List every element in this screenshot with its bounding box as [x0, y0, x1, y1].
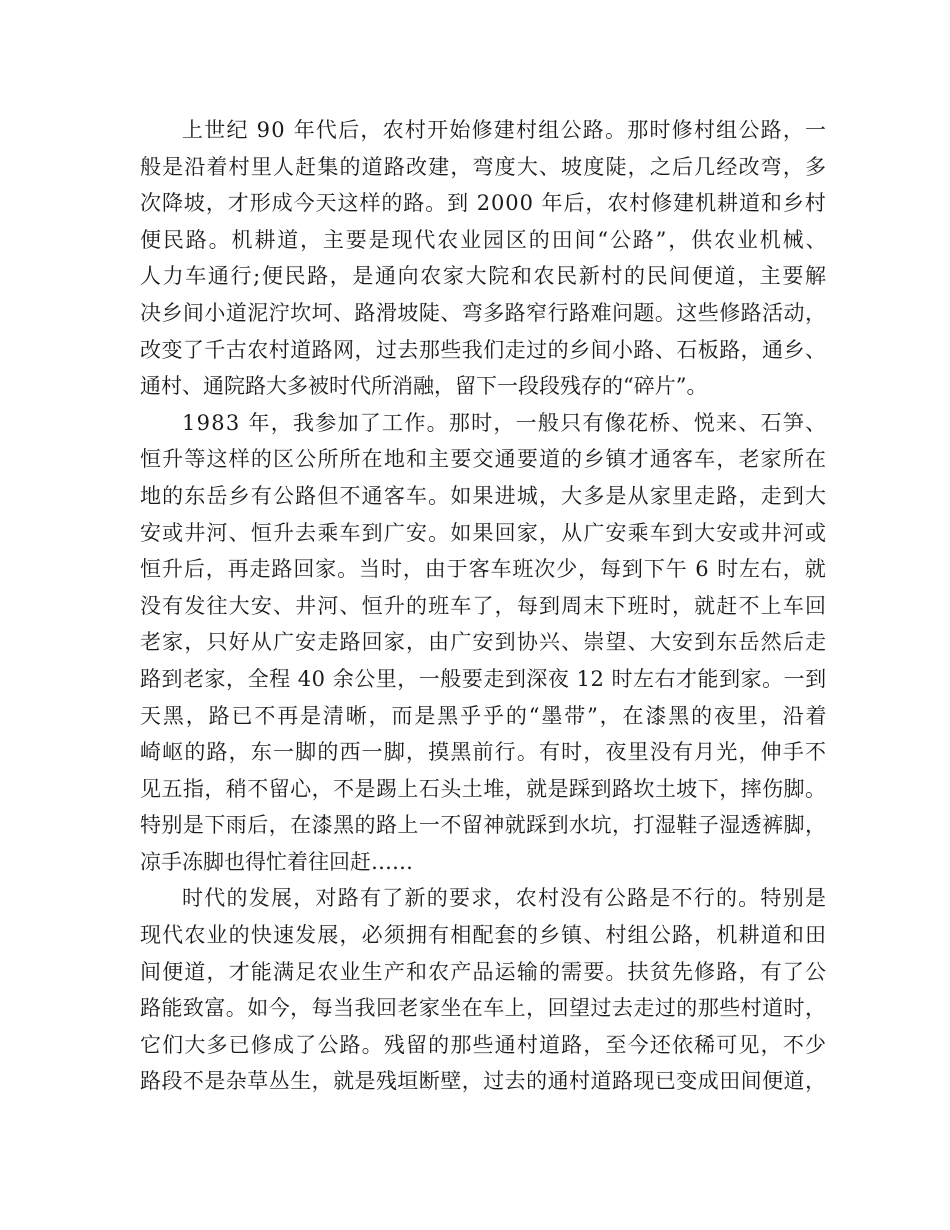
- text-line: 路段不是杂草丛生，就是残垣断壁，过去的通村道路现已变成田间便道，: [140, 1069, 827, 1094]
- text-line: 般是沿着村里人赶集的道路改建，弯度大、坡度陡，之后几经改弯，多: [140, 154, 828, 179]
- text-line: 人力车通行;便民路，是通向农家大院和农民新村的民间便道，主要解: [140, 264, 828, 289]
- text-line: 没有发往大安、井河、恒升的班车了，每到周末下班时，就赶不上车回: [140, 593, 828, 618]
- document-body: [140, 112, 829, 1100]
- text-line: 恒升后，再走路回家。当时，由于客车班次少，每到下午 6 时左右，就: [140, 557, 827, 582]
- text-line: 路能致富。如今，每当我回老家坐在车上，回望过去走过的那些村道时，: [140, 996, 827, 1021]
- text-line: 间便道，才能满足农业生产和农产品运输的需要。扶贫先修路，有了公: [140, 959, 828, 984]
- text-line: 安或井河、恒升去乘车到广安。如果回家，从广安乘车到大安或井河或: [140, 520, 828, 545]
- text-line: 凉手冻脚也得忙着往回赶……: [140, 849, 413, 874]
- text-line: 次降坡，才形成今天这样的路。到 2000 年后，农村修建机耕道和乡村: [140, 191, 827, 216]
- text-line: 决乡间小道泥泞坎坷、路滑坡陡、弯多路窄行路难问题。这些修路活动，: [140, 300, 827, 325]
- text-line: 老家，只好从广安走路回家，由广安到协兴、崇望、大安到东岳然后走: [140, 630, 828, 655]
- text-line: 地的东岳乡有公路但不通客车。如果进城，大多是从家里走路，走到大: [140, 483, 828, 508]
- paragraph-first-line: 1983 年，我参加了工作。那时，一般只有像花桥、悦来、石笋、: [182, 410, 828, 435]
- text-line: 恒升等这样的区公所所在地和主要交通要道的乡镇才通客车，老家所在: [140, 447, 828, 472]
- text-line: 见五指，稍不留心，不是踢上石头土堆，就是踩到路坎土坡下，摔伤脚。: [140, 776, 827, 801]
- text-line: 它们大多已修成了公路。残留的那些通村道路，至今还依稀可见，不少: [140, 1032, 828, 1057]
- text-line: 便民路。机耕道，主要是现代农业园区的田间“公路”，供农业机械、: [140, 227, 829, 252]
- text-line: 崎岖的路，东一脚的西一脚，摸黑前行。有时，夜里没有月光，伸手不: [140, 740, 828, 765]
- text-line: 通村、通院路大多被时代所消融，留下一段段残存的“碎片”。: [140, 374, 708, 399]
- paragraph-first-line: 时代的发展，对路有了新的要求，农村没有公路是不行的。特别是: [182, 886, 828, 911]
- paragraph-first-line: 上世纪 90 年代后，农村开始修建村组公路。那时修村组公路，一: [182, 118, 828, 142]
- text-line: 特别是下雨后，在漆黑的路上一不留神就踩到水坑，打湿鞋子湿透裤脚，: [140, 813, 827, 838]
- text-line: 现代农业的快速发展，必须拥有相配套的乡镇、村组公路，机耕道和田: [140, 923, 828, 948]
- text-line: 天黑，路已不再是清晰，而是黑乎乎的“墨带”，在漆黑的夜里，沿着: [140, 703, 829, 728]
- text-line: 路到老家，全程 40 余公里，一般要走到深夜 12 时左右才能到家。一到: [140, 666, 827, 691]
- text-line: 改变了千古农村道路网，过去那些我们走过的乡间小路、石板路，通乡、: [140, 337, 827, 362]
